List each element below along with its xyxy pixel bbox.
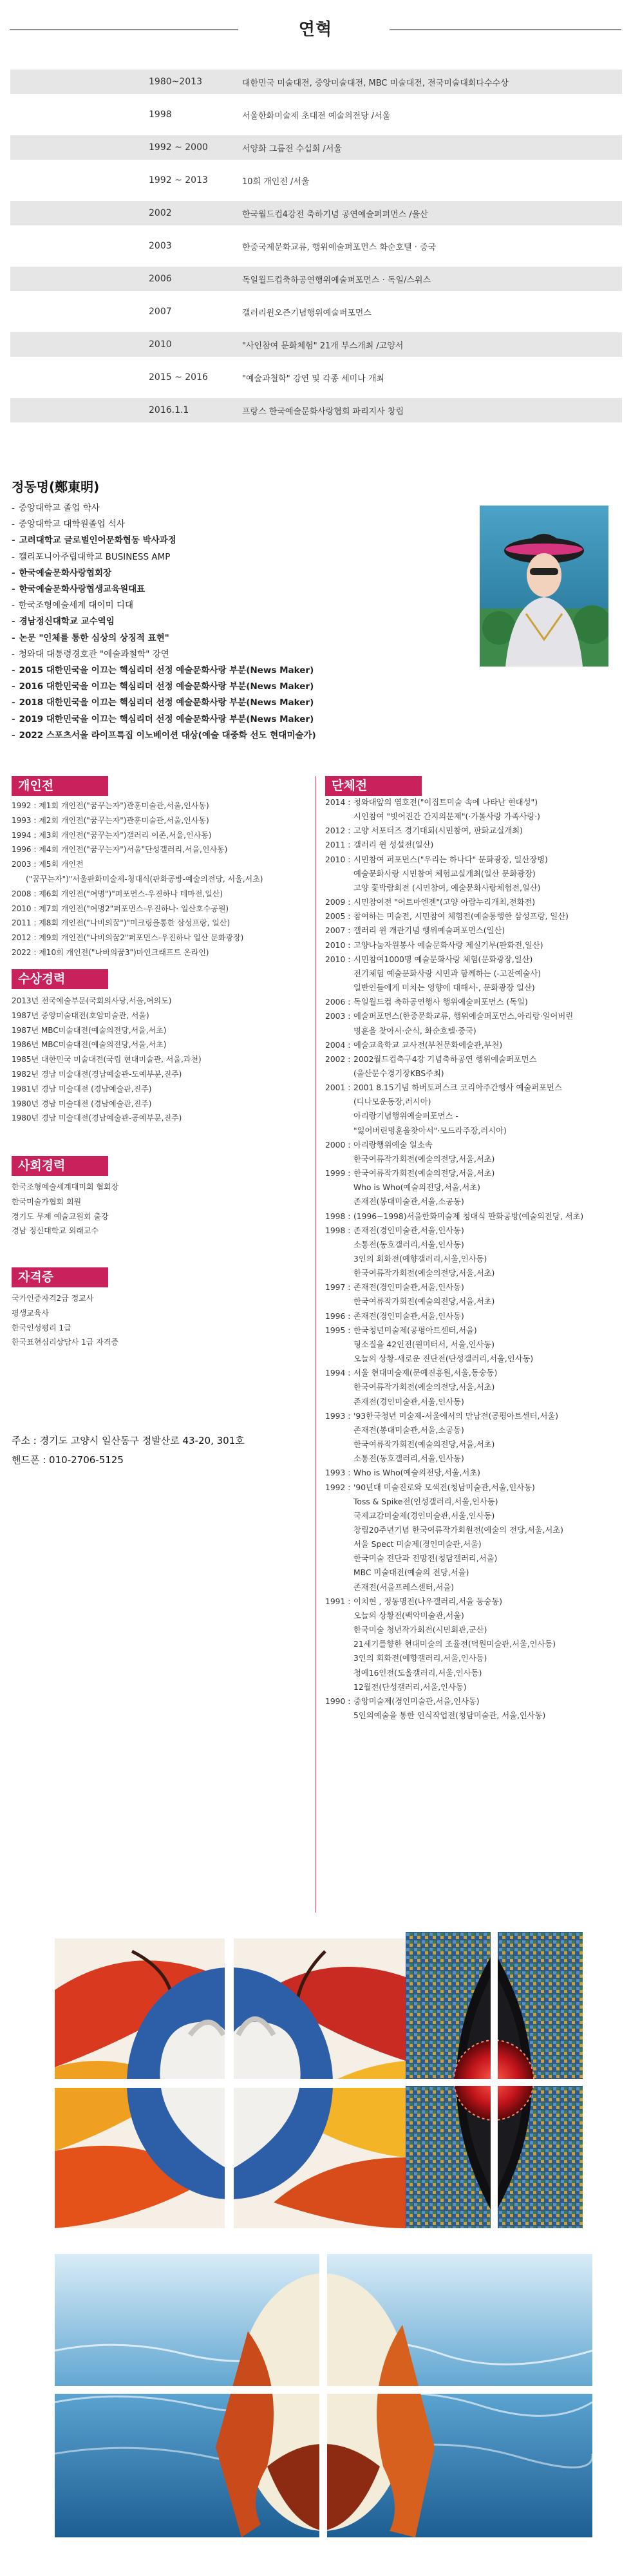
group-exhibition-item (325, 938, 625, 952)
group-exhibition-year (325, 1252, 353, 1266)
group-exhibition-item (325, 1595, 625, 1609)
group-exhibition-text: 존재전(봉대미술관,서울,소공동) (353, 1197, 464, 1207)
group-exhibition-item (325, 1338, 625, 1352)
artist-portrait-photo (480, 506, 608, 667)
group-exhibition-item (325, 1380, 625, 1394)
group-exhibition-year: 2000 : (325, 1140, 351, 1150)
timeline-row (10, 332, 622, 357)
timeline-description: 서양화 그룹전 수십회 /서울 (242, 144, 342, 154)
group-exhibition-year: 2005 : (325, 912, 351, 922)
eye-artwork (406, 1932, 583, 2228)
group-exhibition-text: 12월전(단성갤러리,서울,인사동) (353, 1682, 467, 1692)
group-exhibition-item (325, 1009, 625, 1023)
group-exhibition-year (325, 1566, 353, 1580)
group-exhibition-item (325, 1152, 625, 1166)
group-exhibition-item (325, 895, 625, 909)
group-exhibition-year: 2011 : (325, 840, 351, 850)
award-item: 1980년 경남 미술대전(경남예술관-공예부문,진주) (12, 1113, 182, 1123)
group-exhibition-item (325, 1352, 625, 1366)
group-exhibition-year: 2009 : (325, 898, 351, 907)
group-exhibition-text: 오늘의 상황전(백악미술관,서울) (353, 1611, 464, 1620)
group-exhibition-year (325, 1666, 353, 1680)
timeline-row (10, 201, 622, 225)
timeline-row (10, 398, 622, 422)
profile-item: - 2022 스포츠서울 라이프특집 이노베이션 대상(예술 대중화 선도 현대미술가) (12, 728, 462, 744)
group-exhibition-item (325, 1266, 625, 1280)
group-exhibition-year (325, 1523, 353, 1537)
group-exhibition-text: 이치현 , 정동명전(나우갤러리,서울 동숭동) (353, 1596, 503, 1606)
group-exhibition-year: 1998 : (325, 1226, 351, 1235)
group-exhibition-year (325, 1495, 353, 1509)
group-exhibition-year: 2007 : (325, 926, 351, 936)
certificate-item: 국가인증자격2급 정교사 (12, 1294, 94, 1303)
group-exhibition-text: 시민참여1000명 예술문화사랑 체험(문화광장,일산) (353, 954, 533, 964)
timeline-description: 한국월드컵4강전 축하기념 공연예술퍼퍼먼스 /울산 (242, 209, 428, 220)
solo-exhibition-item: 2022 : 제10회 개인전("나비의꿈3")마인크래프트 온라인) (12, 947, 209, 957)
group-exhibition-item (325, 1523, 625, 1537)
group-exhibition-text: 서울 Spect 미술제(경인미술관,서울) (353, 1540, 482, 1549)
group-exhibition-item (325, 1224, 625, 1238)
group-exhibition-text: 아리랑행위예술 일소속 (353, 1140, 433, 1150)
group-exhibition-year: 2010 : (325, 855, 351, 864)
group-exhibition-item (325, 1323, 625, 1338)
group-exhibition-text: 예술교육학교 교사전(부천문화예술관,부천) (353, 1040, 503, 1050)
group-exhibition-item (325, 1637, 625, 1651)
group-exhibition-year (325, 1437, 353, 1452)
timeline-description: 갤러리윈오즌기념행위예술퍼포먼스 (242, 308, 372, 318)
group-exhibition-item (325, 1466, 625, 1480)
solo-exhibition-item: 2003 : 제5회 개인전 (12, 860, 84, 869)
group-exhibition-text: 존재전(경인미술관,서울,인사동) (353, 1311, 464, 1321)
award-item: 2013년 전국예술부문(국회의사당,서울,여의도) (12, 996, 172, 1005)
group-exhibition-text: 21세기를향한 현대미술의 조율전(덕원미술관,서울,인사동) (353, 1640, 556, 1649)
page-header (0, 0, 631, 61)
group-exhibition-year (325, 1680, 353, 1694)
group-exhibition-item (325, 824, 625, 838)
awards-list (12, 994, 308, 1126)
group-exhibition-text: '93한국청년 미술제-서울에서의 만남전(공평아트센터,서울) (353, 1411, 558, 1421)
group-exhibition-text: 2001 8.15기념 하버토퍼스크 코리아주간행사 예술퍼포먼스 (353, 1083, 562, 1093)
profile-item: - 2015 대한민국을 이끄는 핵심리더 선정 예술문화사랑 부분(News Maker) (12, 663, 462, 679)
profile-item: - 2016 대한민국을 이끄는 핵심리더 선정 예술문화사랑 부분(News Maker) (12, 679, 462, 695)
group-exhibition-item (325, 1081, 625, 1095)
award-item: 1985년 대한민국 미술대전(국립 현대미술관, 서울,과천) (12, 1055, 202, 1065)
group-exhibition-text: 한국여류작가회전(예술의전당,서울,서초) (353, 1169, 495, 1179)
group-exhibition-text: 아리랑기념행위예술퍼포먼스 - (353, 1112, 458, 1121)
group-exhibition-text: MBC 미술대전(예술의 전당,서울) (353, 1568, 469, 1578)
award-item: 1986년 MBC미술대전(예술의전당,서울,서초) (12, 1040, 167, 1050)
group-exhibition-item (325, 1694, 625, 1709)
group-exhibition-item (325, 1124, 625, 1138)
group-exhibition-text: 참여하는 미술전, 시민참여 체험전(예술통행한 삼성프랑, 일산) (353, 912, 569, 922)
profile-item: - 중앙대학교 대학원졸업 석사 (12, 516, 462, 533)
social-career-item: 경기도 무제 예술교원회 출강 (12, 1211, 109, 1221)
group-exhibition-year: 2012 : (325, 826, 351, 836)
group-exhibition-year (325, 1024, 353, 1038)
group-exhibition-text: Who is Who(예술의전당,서울,서초) (353, 1183, 480, 1193)
group-exhibition-text: '90년대 미술진로와 모색전(청남미술관,서울,인사동) (353, 1482, 535, 1492)
group-exhibition-item (325, 1551, 625, 1566)
group-exhibition-text: 5인의예술을 통한 인식작업전(청담미술관, 서울,인사동) (353, 1711, 546, 1720)
group-exhibition-year (325, 1338, 353, 1352)
social-career-item: 경남 정신대학교 외래교수 (12, 1226, 99, 1236)
group-exhibition-year (325, 1095, 353, 1109)
timeline-description: "예술과철학" 강연 및 각종 세미나 개최 (242, 374, 384, 384)
group-exhibition-year: 1994 : (325, 1368, 351, 1378)
profile-item: - 2018 대한민국을 이끄는 핵심리더 선정 예술문화사랑 부분(News Maker) (12, 695, 462, 711)
group-exhibition-text: 청예16인전(도올갤러리,서울,인사동) (353, 1668, 482, 1678)
social-career-item: 한국조형예술세계대미회 협회장 (12, 1182, 119, 1191)
group-exhibition-year: 1993 : (325, 1468, 351, 1478)
group-exhibition-item (325, 867, 625, 881)
group-exhibition-year: 2014 : (325, 798, 351, 807)
group-exhibition-year: 1991 : (325, 1596, 351, 1606)
timeline-description: 독일월드컵축하공연행위예술퍼포먼스 · 독일/스위스 (242, 275, 431, 285)
awards-label: 수상경력 (12, 969, 108, 989)
group-exhibition-text: 한국미술 전단과 전망전(청담갤러리,서울) (353, 1554, 498, 1564)
group-exhibition-text: 3인의 회화전(예향갤러리,서울,인사동) (353, 1654, 487, 1663)
group-exhibition-year (325, 1580, 353, 1595)
group-exhibition-year: 2010 : (325, 954, 351, 964)
group-exhibition-year (325, 1266, 353, 1280)
history-timeline (10, 70, 622, 431)
timeline-year: 2006 (149, 274, 172, 284)
certificate-item: 한국표현심리상담사 1급 자격증 (12, 1338, 118, 1347)
group-exhibition-year: 1990 : (325, 1696, 351, 1706)
group-exhibition-item (325, 1109, 625, 1123)
group-exhibition-item (325, 1138, 625, 1152)
group-exhibition-text: (울산문수경기장KBS주최) (353, 1068, 444, 1078)
group-exhibition-year (325, 1709, 353, 1723)
social-career-list (12, 1180, 308, 1238)
group-exhibition-item (325, 1195, 625, 1209)
group-exhibition-text: 시민참여전 "어트마엔젠"(고양 아람누리개최,전화전) (353, 898, 536, 907)
group-exhibition-text: 고양나눔자원봉사 예술문화사랑 제실기부(판화전,일산) (353, 940, 543, 950)
group-exhibition-year (325, 1651, 353, 1665)
timeline-row (10, 135, 622, 160)
group-exhibition-text: 한국여류작가회전(예술의전당,서울,서초) (353, 1297, 495, 1307)
group-exhibition-year: 2006 : (325, 998, 351, 1007)
certificate-item: 평생교육사 (12, 1308, 49, 1318)
solo-exhibition-item: 1993 : 제2회 개인전("꿈꾸는자")관훈미술관,서울,인사동) (12, 815, 209, 825)
timeline-year: 1992 ~ 2000 (149, 142, 208, 153)
award-item: 1987년 MBC미술대전(예술의전당,서울,서초) (12, 1025, 167, 1035)
artist-profile (12, 477, 462, 744)
group-exhibition-text: 한국미술 청년작가회전(시민회관,군산) (353, 1625, 487, 1635)
group-exhibition-text: 한국여류작가회전(예술의전당,서울,서초) (353, 1383, 495, 1392)
group-exhibition-text: 한국여류작가회전(예술의전당,서울,서초) (353, 1154, 495, 1164)
timeline-year: 2002 (149, 208, 172, 218)
group-exhibition-year (325, 1180, 353, 1195)
profile-item: - 고려대학교 글로벌인어문화협동 박사과정 (12, 533, 462, 549)
group-exhibition-text: 시민참여 퍼포먼스("우리는 하나다" 문화광장, 일산장병) (353, 855, 548, 864)
group-exhibition-year (325, 1551, 353, 1566)
solo-exhibition-item: 1992 : 제1회 개인전("꿈꾸는자")관훈미술관,서울,인사동) (12, 801, 209, 810)
group-exhibition-item (325, 1423, 625, 1437)
group-exhibition-item (325, 1580, 625, 1595)
group-exhibition-year: 1998 : (325, 1211, 351, 1221)
timeline-year: 2015 ~ 2016 (149, 372, 208, 383)
heart-artwork (55, 1938, 406, 2228)
profile-item: - 논문 "인체를 통한 심상의 상징적 표현" (12, 630, 462, 647)
group-exhibition-year (325, 1195, 353, 1209)
group-exhibition-item (325, 952, 625, 967)
group-exhibition-text: 고양 꽃박람회전 (시민참여, 예술문화사랑체험전,일산) (353, 883, 541, 893)
group-exhibition-item (325, 1509, 625, 1523)
timeline-row (10, 102, 622, 127)
social-career-label: 사회경력 (12, 1156, 108, 1176)
group-exhibition-year: 1996 : (325, 1311, 351, 1321)
profile-list (12, 500, 462, 744)
timeline-year: 1992 ~ 2013 (149, 175, 208, 185)
group-exhibition-item (325, 1709, 625, 1723)
group-exhibition-text: 시인참여 "빗어진간 간지의문제"(·가톨사랑 가족사랑·) (353, 812, 540, 822)
group-exhibition-item (325, 967, 625, 981)
profile-item: - 경남정신대학교 교수역임 (12, 614, 462, 630)
group-exhibition-text: 창립20주년기념 한국여류작가회원전(예술의 전당,서울,서초) (353, 1525, 563, 1535)
group-exhibition-text: Who is Who(예술의전당,서울,서초) (353, 1468, 480, 1478)
group-exhibition-item (325, 1252, 625, 1266)
social-career-item: 한국미술가협회 회원 (12, 1197, 82, 1206)
group-exhibition-text: 오늘의 상황-새로운 진단전(단성갤러리,서울,인사동) (353, 1354, 534, 1364)
group-exhibition-year: 1992 : (325, 1482, 351, 1492)
timeline-row (10, 168, 622, 193)
profile-item: - 청와대 대통령경호관 "예술과철학" 강연 (12, 647, 462, 663)
group-exhibition-year (325, 1423, 353, 1437)
group-exhibition-year (325, 1124, 353, 1138)
solo-exhibition-label: 개인전 (12, 776, 108, 796)
timeline-row (10, 267, 622, 291)
group-exhibition-year (325, 810, 353, 824)
profile-item: - 중앙대학교 졸업 학사 (12, 500, 462, 516)
group-exhibition-item (325, 1095, 625, 1109)
group-exhibition-item (325, 1366, 625, 1380)
group-exhibition-item (325, 881, 625, 895)
group-exhibition-text: 갤러리 윈 개관기념 행위예술퍼포먼스(일산) (353, 926, 505, 936)
group-exhibition-text: Toss & Spike전(인성갤러리,서울,인사동) (353, 1497, 498, 1506)
group-exhibition-year (325, 1352, 353, 1366)
timeline-description: "사인참여 문화체험" 21개 부스개최 /고양서 (242, 341, 404, 351)
group-exhibition-text: 명훈을 찾아서·순식, 화순호텔·중국) (353, 1026, 476, 1036)
group-exhibition-item (325, 1409, 625, 1423)
group-exhibition-item (325, 1066, 625, 1081)
page-title: 연혁 (298, 20, 333, 39)
group-exhibition-year (325, 1623, 353, 1637)
group-exhibition-text: 한국여류작가회전(예술의전당,서울,서초) (353, 1269, 495, 1278)
timeline-row (10, 70, 622, 94)
group-exhibition-item (325, 923, 625, 938)
group-exhibition-text: 소통전(동호갤러리,서울,인사동) (353, 1240, 464, 1249)
group-exhibition-text: 2002월드컵축구4강 기념축하공연 행위예술퍼포먼스 (353, 1054, 537, 1064)
group-exhibition-year (325, 1109, 353, 1123)
group-exhibition-year (325, 1537, 353, 1551)
profile-item: - 캘리포니아주립대학교 BUSINESS AMP (12, 549, 462, 565)
group-exhibition-text: 존재전(경인미술관,서울,인사동) (353, 1226, 464, 1235)
group-exhibition-item (325, 810, 625, 824)
ocean-artwork (55, 2254, 592, 2537)
group-exhibition-item (325, 1280, 625, 1294)
solo-exhibition-item: 2012 : 제9회 개인전("나비의꿈2"퍼포먼스-우진하나 일산 문화광장) (12, 933, 244, 943)
group-exhibition-text: 갤러리 윈 성설전(일산) (353, 840, 434, 850)
group-exhibition-text: "잃어버린명훈을찾아서"·모드라주장,러시아) (353, 1126, 507, 1135)
timeline-row (10, 234, 622, 258)
group-exhibition-year (325, 981, 353, 995)
group-exhibition-year (325, 967, 353, 981)
group-exhibition-item (325, 1052, 625, 1066)
solo-exhibition-list (12, 799, 308, 960)
group-exhibition-item (325, 1038, 625, 1052)
group-exhibition-item (325, 1294, 625, 1309)
group-exhibition-year (325, 1452, 353, 1466)
timeline-description: 서울한화미술제 초대전 예술의전당 /서울 (242, 111, 391, 121)
profile-item: - 한국조형예술세계 대이미 디대 (12, 598, 462, 614)
award-item: 1987년 중앙미술대전(호암미술관, 서울) (12, 1010, 149, 1020)
group-exhibition-text: 서울 현대미술제(문예진흥원,서울,동숭동) (353, 1368, 498, 1378)
profile-item: - 2019 대한민국을 이끄는 핵심리더 선정 예술문화사랑 부분(News Maker) (12, 712, 462, 728)
group-exhibition-year: 1993 : (325, 1411, 351, 1421)
solo-exhibition-item: 1996 : 제4회 개인전("꿈꾸는자")서울"단성갤러리,서울,인사동) (12, 845, 228, 855)
header-rule-right (390, 29, 621, 30)
artist-name: 정동명(鄭東明) (12, 479, 100, 495)
award-item: 1980년 경남 미술대전 (경남예술관,진주) (12, 1099, 152, 1108)
group-exhibition-item (325, 1495, 625, 1509)
group-exhibition-text: 전기체험 예술문화사랑 시민과 함께하는 (-고잔예술사) (353, 969, 542, 978)
profile-item: - 한국예술문화사랑협회장 (12, 565, 462, 582)
phone-text: 핸드폰 : 010-2706-5125 (12, 1454, 124, 1466)
group-exhibition-text: 존재전(경인미술관,서울,인사동) (353, 1283, 464, 1293)
group-exhibition-list (325, 795, 625, 1723)
group-exhibition-text: 고양 서포터즈 경기대회(시민참여, 판화교실개최) (353, 826, 523, 836)
group-exhibition-text: 한국여류작가회전(예술의전당,서울,서초) (353, 1440, 495, 1450)
group-exhibition-year (325, 1509, 353, 1523)
group-exhibition-text: 예술문화사랑 시민참여 체험교실개최(일산 문화광장) (353, 869, 536, 878)
group-exhibition-item (325, 1481, 625, 1495)
group-exhibition-text: 3인의 회화전(예향갤러리,서울,인사동) (353, 1255, 487, 1264)
group-exhibition-year (325, 1152, 353, 1166)
group-exhibition-item (325, 1180, 625, 1195)
group-exhibition-item (325, 1537, 625, 1551)
group-exhibition-item (325, 1651, 625, 1665)
group-exhibition-year (325, 881, 353, 895)
group-exhibition-item (325, 1452, 625, 1466)
group-exhibition-year: 1997 : (325, 1283, 351, 1293)
group-exhibition-item (325, 853, 625, 867)
group-exhibition-item (325, 1024, 625, 1038)
group-exhibition-text: 예술퍼포먼스(한중문화교류, 행위예술퍼포먼스,아리랑·일어버린 (353, 1012, 574, 1021)
certificates-list (12, 1291, 308, 1350)
group-exhibition-item (325, 1566, 625, 1580)
solo-exhibition-item: 2010 : 제7회 개인전("여명2"퍼포먼스-우진하나· 일산호수공원) (12, 904, 229, 913)
group-exhibition-item (325, 1609, 625, 1623)
solo-exhibition-item: 1994 : 제3회 개인전("꿈꾸는자")갤러리 이존,서울,인사동) (12, 830, 212, 840)
group-exhibition-year (325, 1294, 353, 1309)
timeline-year: 2007 (149, 307, 172, 317)
group-exhibition-item (325, 981, 625, 995)
certificates-label: 자격증 (12, 1267, 108, 1287)
group-exhibition-year: 2010 : (325, 940, 351, 950)
group-exhibition-item (325, 1166, 625, 1180)
group-exhibition-year: 2001 : (325, 1083, 351, 1093)
group-exhibition-year (325, 1637, 353, 1651)
award-item: 1981년 경남 미술대전 (경남예술관,진주) (12, 1084, 152, 1094)
timeline-row (10, 365, 622, 390)
group-exhibition-item (325, 995, 625, 1009)
group-exhibition-year (325, 1395, 353, 1409)
group-exhibition-year (325, 1238, 353, 1252)
group-exhibition-item (325, 1437, 625, 1452)
group-exhibition-text: 국제교감미술제(경인미술관,서울,인사동) (353, 1511, 495, 1520)
group-exhibition-item (325, 1666, 625, 1680)
group-exhibition-text: 한국청년미술제(공평아트센터,서울) (353, 1325, 477, 1335)
group-exhibition-text: 중앙미술제(경인미술관,서울,인사동) (353, 1696, 480, 1706)
group-exhibition-text: 소통전(동호갤러리,서울,인사동) (353, 1454, 464, 1464)
timeline-description: 프랑스 한국예술문화사랑협회 파리지사 창립 (242, 406, 404, 417)
group-exhibition-item (325, 1238, 625, 1252)
group-exhibition-year: 2004 : (325, 1040, 351, 1050)
group-exhibition-label: 단체전 (325, 776, 422, 796)
group-exhibition-item (325, 1209, 625, 1224)
profile-item: - 한국예술문화사랑협생교육원대표 (12, 582, 462, 598)
group-exhibition-year (325, 1066, 353, 1081)
timeline-year: 1980~2013 (149, 77, 202, 87)
timeline-description: 대한민국 미술대전, 중앙미술대전, MBC 미술대전, 전국미술대회다수수상 (242, 78, 509, 88)
group-exhibition-item (325, 1309, 625, 1323)
group-exhibition-text: 존재전(서울프레스센터,서울) (353, 1582, 455, 1592)
solo-exhibition-item: 2011 : 제8회 개인전("나비의꿈")"미크링을통한 삼성프랑, 일산) (12, 918, 231, 928)
group-exhibition-year (325, 1380, 353, 1394)
group-exhibition-item (325, 838, 625, 852)
group-exhibition-year: 2003 : (325, 1012, 351, 1021)
timeline-year: 1998 (149, 109, 172, 120)
solo-exhibition-item: ("꿈꾸는자")"서울판화미술제-청대식(판화공방-예술의전당, 서울,서초) (26, 874, 263, 884)
contact-info (12, 1431, 245, 1470)
group-exhibition-text: 존재전(경인미술관,서울,인사동) (353, 1397, 464, 1406)
group-exhibition-text: 독일월드컵 축하공연행사 행위예술퍼포먼스 (독일) (353, 998, 528, 1007)
group-exhibition-item (325, 1395, 625, 1409)
group-exhibition-year: 1995 : (325, 1325, 351, 1335)
address-text: 주소 : 경기도 고양시 일산동구 정발산로 43-20, 301호 (12, 1435, 245, 1446)
group-exhibition-item (325, 1680, 625, 1694)
group-exhibition-item (325, 1623, 625, 1637)
group-exhibition-text: (디나모운동장,러시아) (353, 1097, 431, 1107)
timeline-year: 2016.1.1 (149, 405, 189, 415)
timeline-description: 10회 개인전 /서울 (242, 176, 310, 187)
award-item: 1982년 경남 미술대전(경남예술관-도예부분,진주) (12, 1069, 182, 1079)
certificate-item: 한국인성평리 1급 (12, 1323, 71, 1332)
group-exhibition-text: 청와대앞의 염호전("이집트미술 속에 나타난 현대성") (353, 798, 538, 807)
group-exhibition-year: 1999 : (325, 1169, 351, 1179)
group-exhibition-item (325, 909, 625, 923)
timeline-year: 2010 (149, 339, 172, 350)
group-exhibition-item (325, 795, 625, 810)
group-exhibition-year (325, 1609, 353, 1623)
group-exhibition-year (325, 867, 353, 881)
timeline-description: 한중국제문화교류, 행위예술퍼포먼스 화순호텔 · 중국 (242, 242, 437, 252)
solo-exhibition-item: 2008 : 제6회 개인전("여명")"퍼포먼스-우진하나 테마전,일산) (12, 889, 223, 898)
group-exhibition-text: (1996~1998)서울한화미술제 청대식 판화공방(예술의전당, 서초) (353, 1211, 584, 1221)
group-exhibition-text: 일반인들에게 미치는 영향에 대해서·, 문화광장 일산) (353, 983, 535, 993)
group-exhibition-text: 형소질을 42인전(원미터서, 서울,인사동) (353, 1340, 495, 1349)
group-exhibition-year: 2002 : (325, 1054, 351, 1064)
timeline-year: 2003 (149, 241, 172, 251)
group-exhibition-text: 존재전(봉대미술관,서울,소공동) (353, 1425, 464, 1435)
timeline-row (10, 299, 622, 324)
